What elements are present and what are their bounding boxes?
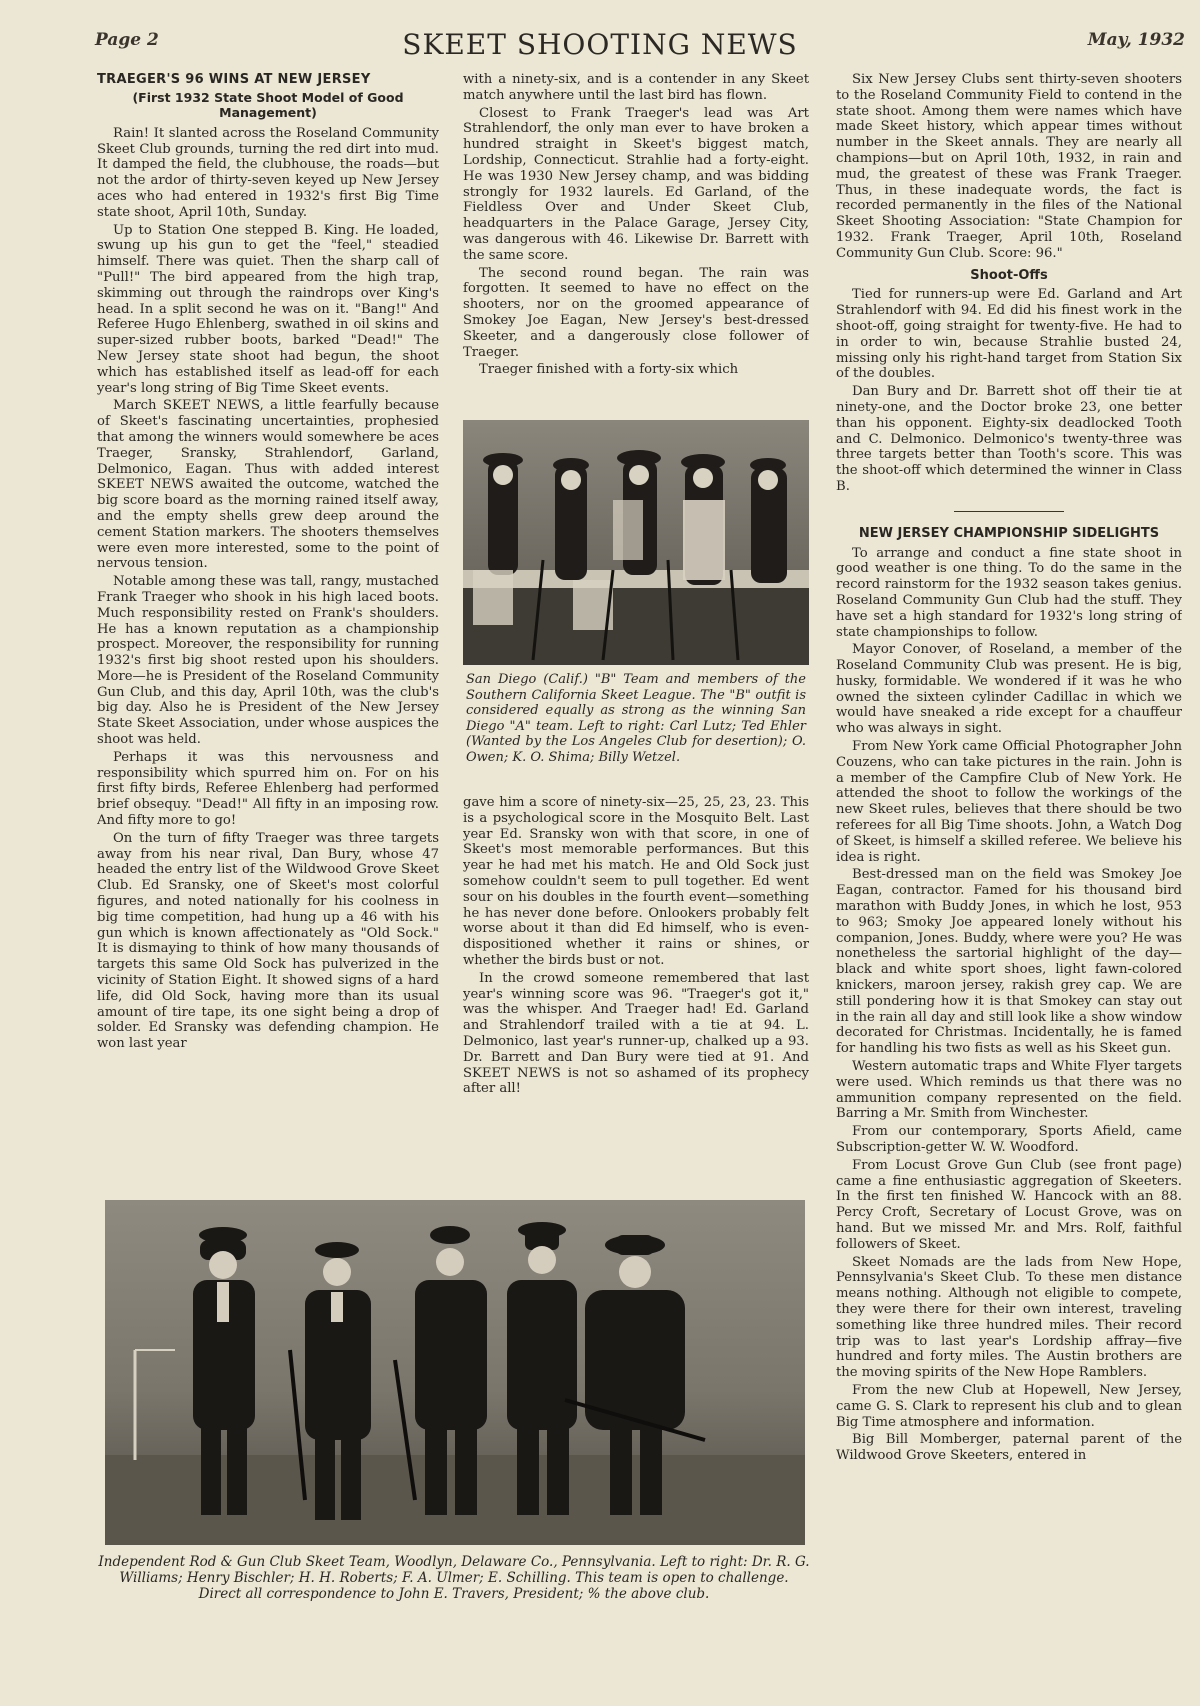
- paragraph: Closest to Frank Traeger's lead was Art Strahlendorf, the only man ever to have broken a hundred straight in Skeet's biggest match, Lordship, Connecticut. Strahlie had a forty-eight. He was 1930 New Jersey champ, and was bidding strongly for 1932 laurels. Ed Garland, of the Fieldless Over and Under Skeet Club, headquarters in the Palace Garage, Jersey City, was dangerous with 46. Likewise Dr. Barrett with the same score.: [463, 105, 809, 263]
- paragraph: From Locust Grove Gun Club (see front page) came a fine enthusiastic aggregation of Skeeters. In the first ten finished W. Hancock with an 88. Percy Croft, Secretary of Locust Grove, was on hand. But we missed Mr. and Mrs. Rolf, faithful followers of Skeet.: [836, 1157, 1182, 1252]
- paragraph: Western automatic traps and White Flyer targets were used. Which reminds us that there was no ammunition company represented on the field. Barring a Mr. Smith from Winchester.: [836, 1059, 1182, 1122]
- photo-independent-rod-gun-club: [105, 1200, 805, 1545]
- article-subhead: (First 1932 State Shoot Model of Good Management): [132, 89, 404, 120]
- divider: [954, 511, 1064, 512]
- column-1: [97, 72, 439, 1092]
- paragraph: In the crowd someone remembered that last year's winning score was 96. "Traeger's got it," was the whisper. And Traeger had! Ed. Garland and Strahlendorf trailed with a tie at 94. L. Delmonico, last year's runner-up, chalked up a 93. Dr. Barrett and Dan Bury were tied at 91. And SKEET NEWS is not so ashamed of its prophecy after all!: [463, 970, 809, 1095]
- section-heading-shoot-offs: Shoot-Offs: [970, 267, 1048, 283]
- column-3: [836, 72, 1182, 1702]
- paragraph: Perhaps it was this nervousness and responsibility which spurred him on. For on his first fifty birds, Referee Ehlenberg had performed brief obsequy. "Dead!" All fifty in an imposing row. And fifty more to go!: [97, 749, 439, 829]
- photo-caption-independent-rod-gun-club: Independent Rod & Gun Club Skeet Team, Woodlyn, Delaware Co., Pennsylvania. Left to right: Dr. R. G. Williams; Henry Bischler; H. H. Roberts; F. A. Ulmer; E. Schilling. This team is open to challenge. Direct all correspondence to John E. Travers, President; % the above club.: [98, 1554, 810, 1602]
- paragraph: March SKEET NEWS, a little fearfully because of Skeet's fascinating uncertainties, prophesied that among the winners would somewhere be aces Traeger, Sransky, Strahlendorf, Garland, Delmonico, Eagan. Thus with added interest SKEET NEWS awaited the outcome, watched the big score board as the morning rained itself away, and the empty shells grew deep around the cement Station markers. The shooters themselves were even more interested, some to the point of nervous tension.: [97, 398, 439, 572]
- page-number: Page 2: [95, 30, 159, 50]
- paragraph: Rain! It slanted across the Roseland Community Skeet Club grounds, turning the red dirt into mud. It damped the field, the clubhouse, the roads—but not the ardor of thirty-seven keyed up New Jersey aces who had entered in 1932's first Big Time state shoot, April 10th, Sunday.: [97, 125, 439, 220]
- paragraph: Best-dressed man on the field was Smokey Joe Eagan, contractor. Famed for his thousand bird marathon with Buddy Jones, in which he lost, 953 to 963; Smoky Joe appeared lonely without his companion, Jones. Buddy, where were you? He was nonetheless the sartorial highlight of the day—black and white sport shoes, light fawn-colored knickers, maroon jersey, rakish grey cap. We are still pondering how it is that Smokey can stay out in the rain all day and still look like a show window decorated for Christmas. Incidentally, he is famed for handling his two fists as well as his Skeet gun.: [836, 867, 1182, 1057]
- paragraph: Up to Station One stepped B. King. He loaded, swung up his gun to get the "feel," steadied himself. There was quiet. Then the sharp call of "Pull!" The bird appeared from the high trap, skimming out through the raindrops over King's head. In a split second he was on it. "Bang!" And Referee Hugo Ehlenberg, swathed in oil skins and super-sized rubber boots, barked "Dead!" The New Jersey state shoot had begun, the shoot which has established itself as lead-off for each year's long string of Big Time Skeet events.: [97, 222, 439, 396]
- paragraph: Notable among these was tall, rangy, mustached Frank Traeger who shook in his high laced boots. Much responsibility rested on Frank's shoulders. He has a known reputation as a championship prospect. Moreover, the responsibility for running 1932's first big shoot rested upon his shoulders. More—he is President of the Roseland Community Gun Club, and this day, April 10th, was the club's big day. Also he is President of the New Jersey State Skeet Association, under whose auspices the shoot was held.: [97, 574, 439, 748]
- article-headline: TRAEGER'S 96 WINS AT NEW JERSEY: [97, 72, 371, 87]
- paragraph: with a ninety-six, and is a contender in any Skeet match anywhere until the last bird has flown.: [463, 72, 809, 103]
- photo-san-diego-team: [463, 420, 809, 665]
- photo-image: [463, 420, 809, 665]
- issue-date: May, 1932: [1087, 30, 1185, 50]
- paragraph: Big Bill Momberger, paternal parent of the Wildwood Grove Skeeters, entered in: [836, 1432, 1182, 1464]
- paragraph: The second round began. The rain was forgotten. It seemed to have no effect on the shooters, nor on the groomed appearance of Smokey Joe Eagan, New Jersey's best-dressed Skeeter, and a dangerously close follower of Traeger.: [463, 265, 809, 360]
- paragraph: Mayor Conover, of Roseland, a member of the Roseland Community Club was present. He is big, husky, formidable. We wondered if it was he who owned the sixteen cylinder Cadillac in which we would have sneaked a ride except for a chauffeur who was always in sight.: [836, 642, 1182, 737]
- paragraph: On the turn of fifty Traeger was three targets away from his near rival, Dan Bury, whose 47 headed the entry list of the Wildwood Grove Skeet Club. Ed Sransky, one of Skeet's most colorful figures, and noted nationally for his coolness in big time competition, had hung up a 46 with his gun which is known affectionately as "Old Sock." It is dismaying to think of how many thousands of targets this same Old Sock has pulverized in the vicinity of Station Eight. It showed signs of a hard life, did Old Sock, having more than its usual amount of tire tape, its one sight being a drop of solder. Ed Sransky was defending champion. He won last year: [97, 830, 439, 1052]
- page-header: [0, 0, 1200, 70]
- paragraph: From the new Club at Hopewell, New Jersey, came G. S. Clark to represent his club and to glean Big Time atmosphere and information.: [836, 1382, 1182, 1430]
- paragraph: Skeet Nomads are the lads from New Hope, Pennsylvania's Skeet Club. To these men distance means nothing. Although not eligible to compete, they were there for their own interest, traveling something like three hundred miles. Their record trip was to last year's Lordship affray—five hundred and forty miles. The Austin brothers are the moving spirits of the New Hope Ramblers.: [836, 1254, 1182, 1381]
- section-heading-sidelights: NEW JERSEY CHAMPIONSHIP SIDELIGHTS: [858, 525, 1160, 541]
- paragraph: gave him a score of ninety-six—25, 25, 23, 23. This is a psychological score in the Mosquito Belt. Last year Ed. Sransky won with that score, in one of Skeet's most memorable performances. But this year he had met his match. He and Old Sock just somehow couldn't seem to pull together. Ed went sour on his doubles in the fourth event—something he has never done before. Onlookers probably felt worse about it than did Ed himself, who is even-dispositioned whether it rains or shines, or whether the birds bust or not.: [463, 795, 809, 968]
- column-2-continued: [463, 795, 809, 1095]
- photo-caption-san-diego: San Diego (Calif.) "B" Team and members of the Southern California Skeet League. The "B" outfit is considered equally as strong as the winning San Diego "A" team. Left to right: Carl Lutz; Ted Ehler (Wanted by the Los Angeles Club for desertion); O. Owen; K. O. Shima; Billy Wetzel.: [466, 672, 806, 765]
- paragraph: Six New Jersey Clubs sent thirty-seven shooters to the Roseland Community Field to contend in the state shoot. Among them were names which have made Skeet history, which appear times without number in the Skeet annals. They are nearly all champions—but on April 10th, 1932, in rain and mud, the greatest of these was Frank Traeger. Thus, in these inadequate words, the fact is recorded permanently in the files of the National Skeet Shooting Association: "State Champion for 1932. Frank Traeger, April 10th, Roseland Community Gun Club. Score: 96.": [836, 72, 1182, 261]
- paragraph: Dan Bury and Dr. Barrett shot off their tie at ninety-one, and the Doctor broke 23, one better than his opponent. Eighty-six deadlocked Tooth and C. Delmonico. Delmonico's twenty-three was three targets better than Tooth's score. This was the shoot-off which determined the winner in Class B.: [836, 384, 1182, 494]
- column-2: [463, 72, 809, 417]
- paragraph: From New York came Official Photographer John Couzens, who can take pictures in the rain. John is a member of the Campfire Club of New York. He attended the shoot to follow the workings of the new Skeet rules, believes that there should be two referees for all Big Time shoots. John, a Watch Dog of Skeet, is himself a skilled referee. We believe his idea is right.: [836, 739, 1182, 865]
- paragraph: Tied for runners-up were Ed. Garland and Art Strahlendorf with 94. Ed did his finest work in the shoot-off, going straight for twenty-five. He had to in order to win, because Strahlie busted 24, missing only his right-hand target from Station Six of the doubles.: [836, 287, 1182, 382]
- paragraph: From our contemporary, Sports Afield, came Subscription-getter W. W. Woodford.: [836, 1124, 1182, 1155]
- paragraph: To arrange and conduct a fine state shoot in good weather is one thing. To do the same in the record rainstorm for the 1932 season takes genius. Roseland Community Gun Club had the stuff. They have set a high standard for 1932's long string of state championships to follow.: [836, 545, 1182, 640]
- publication-title: SKEET SHOOTING NEWS: [402, 28, 798, 61]
- paragraph: Traeger finished with a forty-six which: [479, 362, 739, 378]
- photo-image: [105, 1200, 805, 1545]
